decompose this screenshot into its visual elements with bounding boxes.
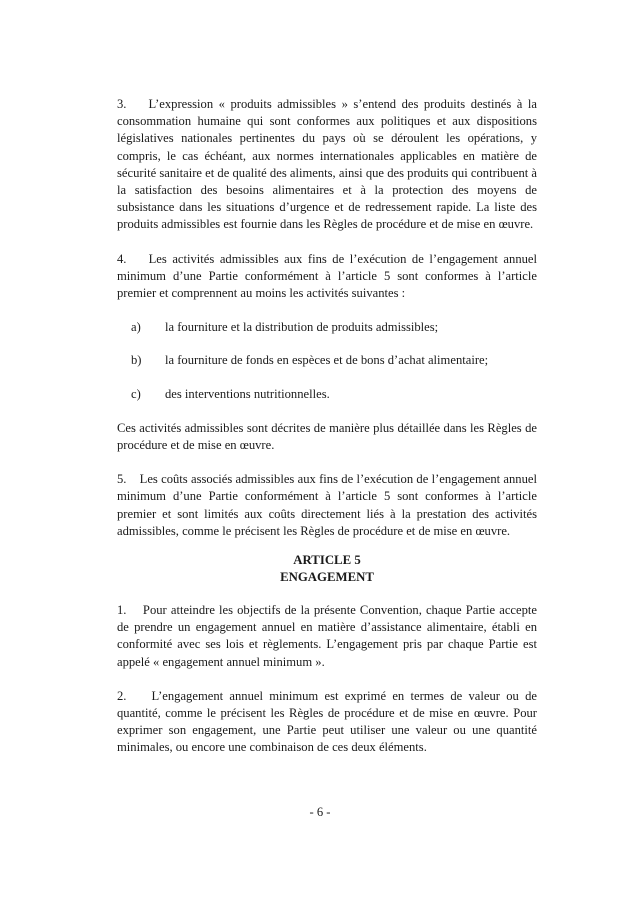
list-item: [117, 386, 537, 403]
article-5-paragraph-1: 1. Pour atteindre les objectifs de la présente Convention, chaque Partie accepte de prendre un engagement annuel en matière d’assistance alimentaire, établi en conformité avec ses lois et règlements. L’engagement pris par chaque Partie est appelé « engagement annuel minimum ».: [117, 603, 537, 669]
article-title: ENGAGEMENT: [280, 570, 374, 585]
list-item-text: la fourniture de fonds en espèces et de bons d’achat alimentaire;: [165, 353, 489, 368]
article-number: ARTICLE 5: [293, 553, 361, 568]
article-heading: [117, 552, 537, 586]
paragraph-5: 5. Les coûts associés admissibles aux fins de l’exécution de l’engagement annuel minimum d’une Partie conformément à l’article 5 sont conformes à l’article premier et sont limités aux coûts directement liés à la prestation des activités admissibles, comme le précisent les Règles de procédure et de mise en œuvre.: [117, 472, 537, 538]
activities-note: Ces activités admissibles sont décrites de manière plus détaillée dans les Règles de procédure et de mise en œuvre.: [117, 420, 537, 453]
paragraph-4: 4. Les activités admissibles aux fins de l’exécution de l’engagement annuel minimum d’une Partie conformément à l’article 5 sont conformes à l’article premier et comprennent au moins les activités suivantes :: [117, 251, 537, 301]
list-item-text: des interventions nutritionnelles.: [165, 386, 330, 401]
list-item: [117, 352, 537, 369]
list-item-label: a): [131, 320, 141, 335]
list-item-label: c): [131, 386, 141, 401]
list-item-label: b): [131, 353, 142, 368]
paragraph-3: 3. L’expression « produits admissibles » s’entend des produits destinés à la consommation humaine qui sont conformes aux politiques et aux dispositions législatives nationales pertinentes du pays où se déroulent les opérations, y compris, le cas échéant, aux normes internationales applicables en matière de sécurité sanitaire et de qualité des aliments, ainsi que des produits qui contribuent à la satisfaction des besoins alimentaires et à la protection des moyens de subsistance dans les situations d’urgence et de redressement rapide. La liste des produits admissibles est fournie dans les Règles de procédure et de mise en œuvre.: [117, 97, 537, 232]
page-number: - 6 -: [309, 805, 331, 819]
activity-list: [117, 319, 537, 403]
article-5-paragraph-2: 2. L’engagement annuel minimum est exprimé en termes de valeur ou de quantité, comme le précisent les Règles de procédure et de mise en œuvre. Pour exprimer son engagement, une Partie peut utiliser une valeur ou une quantité minimales, ou encore une combinaison de ces deux éléments.: [117, 688, 537, 755]
list-item-text: la fourniture et la distribution de produits admissibles;: [165, 320, 439, 335]
body-text: [117, 96, 537, 774]
list-item: [117, 319, 537, 336]
